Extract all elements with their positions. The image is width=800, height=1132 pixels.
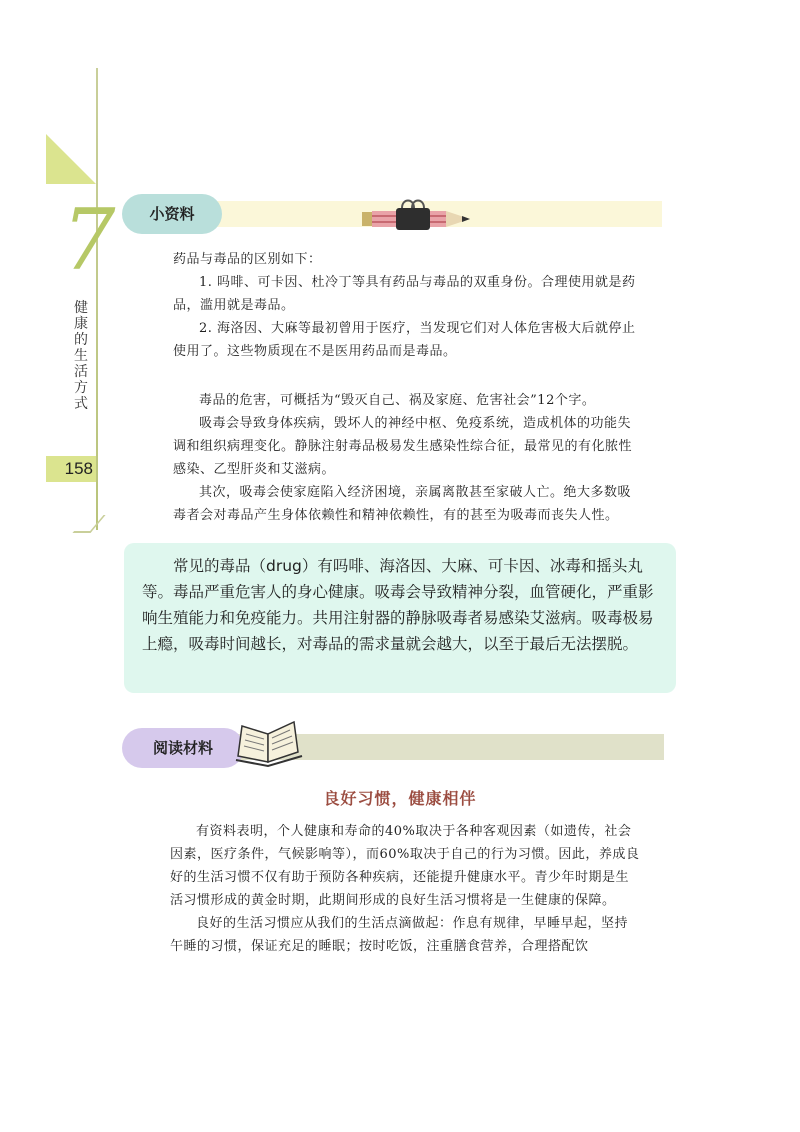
reading-text xyxy=(170,820,640,958)
open-book-icon xyxy=(232,716,306,768)
reading-paragraph: 良好的生活习惯应从我们的生活点滴做起：作息有规律，早睡早起，坚持午睡的习惯，保证充足的睡眠；按时吃饭，注重膳食营养，合理搭配饮 xyxy=(170,916,629,954)
info-paragraph: 吸毒会导致身体疾病，毁坏人的神经中枢、免疫系统，造成机体的功能失调和组织病理变化。静脉注射毒品极易发生感染性综合征，最常见的有化脓性感染、乙型肝炎和艾滋病。 xyxy=(173,416,633,477)
key-concept-text: 常见的毒品（drug）有吗啡、海洛因、大麻、可卡因、冰毒和摇头丸等。毒品严重危害人的身心健康。吸毒会导致精神分裂，血管硬化，严重影响生殖能力和免疫能力。共用注射器的静脉吸毒者易感染艾滋病。吸毒极易上瘾，吸毒时间越长，对毒品的需求量就会越大，以至于最后无法摆脱。 xyxy=(142,557,654,653)
chapter-title: 健康的生活方式 xyxy=(74,300,88,412)
chapter-margin-tail xyxy=(72,515,105,533)
info-paragraph: 药品与毒品的区别如下： xyxy=(173,252,322,267)
info-box-text xyxy=(173,248,641,527)
reading-label: 阅读材料 xyxy=(122,728,244,768)
reading-paragraph: 有资料表明，个人健康和寿命的40%取决于各种客观因素（如遗传，社会因素，医疗条件，气候影响等），而60%取决于自己的行为习惯。因此，养成良好的生活习惯不仅有助于预防各种疾病，还能提升健康水平。青少年时期是生活习惯形成的黄金时期，此期间形成的良好生活习惯将是一生健康的保障。 xyxy=(170,824,640,908)
info-box-label: 小资料 xyxy=(122,194,222,234)
info-paragraph: 毒品的危害，可概括为“毁灭自己、祸及家庭、危害社会”12个字。 xyxy=(199,393,596,408)
pencil-clip-icon xyxy=(358,196,490,232)
reading-title: 良好习惯，健康相伴 xyxy=(323,789,477,808)
info-paragraph: 其次，吸毒会使家庭陷入经济困境，亲属离散甚至家破人亡。绝大多数吸毒者会对毒品产生身体依赖性和精神依赖性，有的甚至为吸毒而丧失人性。 xyxy=(173,485,632,523)
chapter-corner-triangle xyxy=(46,134,96,184)
chapter-number: 7 xyxy=(62,191,116,289)
info-paragraph: 2. 海洛因、大麻等最初曾用于医疗，当发现它们对人体危害极大后就停止使用了。这些物质现在不是医用药品而是毒品。 xyxy=(173,321,636,359)
key-concept-box xyxy=(124,543,676,693)
info-paragraph: 1. 吗啡、可卡因、杜冷丁等具有药品与毒品的双重身份。合理使用就是药品，滥用就是毒品。 xyxy=(173,275,636,313)
chapter-margin-line xyxy=(96,68,98,530)
page-number: 158 xyxy=(46,456,96,482)
